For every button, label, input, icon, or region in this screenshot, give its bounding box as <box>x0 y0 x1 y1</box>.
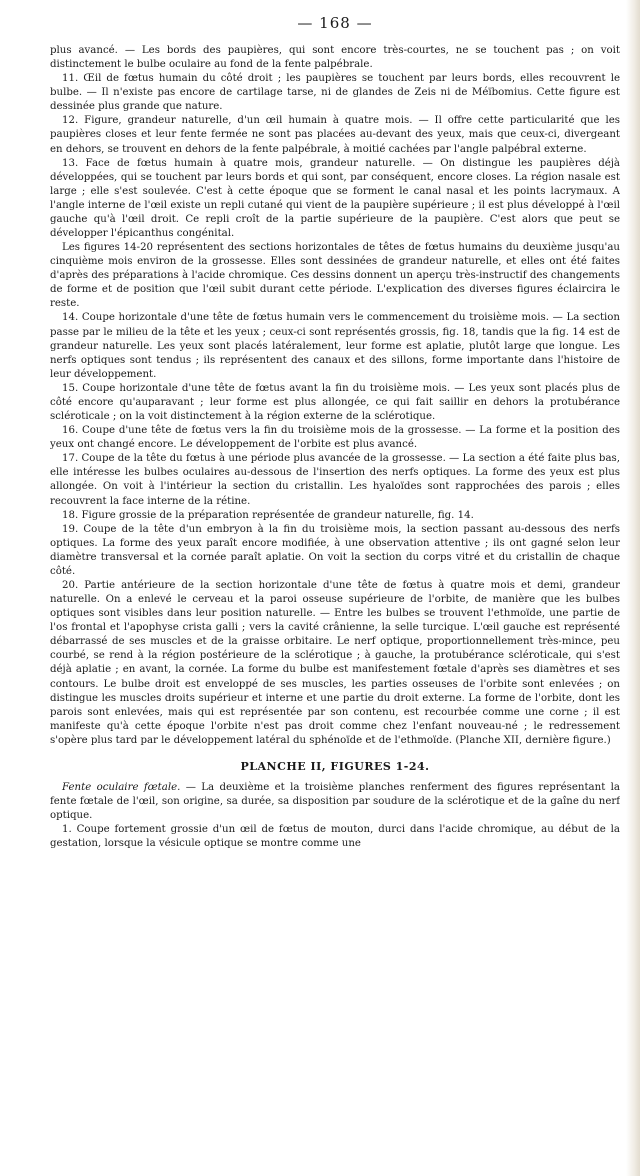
body-text-lower <box>50 781 620 851</box>
paragraph: Les figures 14-20 représentent des sections horizontales de têtes de fœtus humains du deuxième jusqu'au cinquième mois environ de la grossesse. Elles sont dessinées de grandeur naturelle, et elles ont été faites d'après des préparations à l'acide chromique. Ces dessins donnent un aperçu très-instructif des changements de forme et de position que l'œil subit durant cette période. L'explication des diverses figures éclaircira le reste. <box>50 242 620 310</box>
body-text <box>50 44 620 748</box>
paragraph: 15. Coupe horizontale d'une tête de fœtus avant la fin du troisième mois. — Les yeux sont placés plus de côté encore qu'auparavant ; leur forme est plus allongée, ce qui fait saillir en dehors la protubérance scléroticale ; on la voit distinctement à la région externe de la sclérotique. <box>50 382 620 423</box>
paragraph: 1. Coupe fortement grossie d'un œil de fœtus de mouton, durci dans l'acide chromique, au début de la gestation, lorsque la vésicule optique se montre comme une <box>50 824 620 850</box>
paragraph: 17. Coupe de la tête du fœtus à une période plus avancée de la grossesse. — La section a été faite plus bas, elle intéresse les bulbes oculaires au-dessous de l'insertion des nerfs optiques. La forme des yeux est plus allongée. On voit à l'intérieur la section du cristallin. Les hyaloïdes sont rapprochées des parois ; elles recouvrent la face interne de la rétine. <box>50 453 620 507</box>
paragraph: plus avancé. — Les bords des paupières, qui sont encore très-courtes, ne se touchent pas ; on voit distinctement le bulbe oculaire au fond de la fente palpébrale. <box>50 45 620 71</box>
section-intro-title: Fente oculaire fœtale. <box>62 781 181 793</box>
page-edge-shadow <box>626 0 640 1176</box>
paragraph: 12. Figure, grandeur naturelle, d'un œil humain à quatre mois. — Il offre cette particularité que les paupières closes et leur fente fermée ne sont pas placées au-devant des yeux, mais que ceux-ci, divergeant en dehors, se trouvent en dehors de la fente palpébrale, à moitié cachées par l'angle palpébral externe. <box>50 115 620 155</box>
paragraph: 18. Figure grossie de la préparation représentée de grandeur naturelle, fig. 14. <box>62 509 474 521</box>
paragraph: 20. Partie antérieure de la section horizontale d'une tête de fœtus à quatre mois et demi, grandeur naturelle. On a enlevé le cerveau et la paroi osseuse supérieure de l'orbite, de manière que les bulbes optiques sont visibles dans leur position naturelle. — Entre les bulbes se trouvent l'ethmoïde, une partie de l'os frontal et l'apophyse crista galli ; vers la cavité crânienne, la selle turcique. L'œil gauche est représenté débarrassé de ses muscles et de la graisse orbitaire. Le nerf optique, proportionnellement très-mince, peu courbé, se rend à la région postérieure de la sclérotique ; à gauche, la protubérance scléroticale, qui s'est déjà aplatie ; en avant, la cornée. La forme du bulbe est manifestement fœtale d'après ses diamètres et ses contours. Le bulbe droit est enveloppé de ses muscles, les parties osseuses de l'orbite sont enlevées ; on distingue les muscles droits supérieur et interne et une partie du droit externe. La forme de l'orbite, dont les parois sont enlevées, mais qui est représentée par son contenu, est recourbée comme une corne ; il est manifeste qu'à cette époque l'orbite n'est pas droit comme chez l'enfant nouveau-né ; le redressement s'opère plus tard par le développement latéral du sphénoïde et de l'ethmoïde. (Planche XII, dernière figure.) <box>50 579 620 746</box>
page-number: — 168 — <box>297 14 373 32</box>
section-intro-paragraph <box>50 781 620 823</box>
section-intro-text: — La deuxième et la troisième planches renferment des figures représentant la fente fœtale de l'œil, son origine, sa durée, sa disposition par soudure de la sclérotique et de la gaîne du nerf optique. <box>50 781 620 822</box>
page <box>50 14 620 1164</box>
paragraph: 14. Coupe horizontale d'une tête de fœtus humain vers le commencement du troisième mois. — La section passe par le milieu de la tête et les yeux ; ceux-ci sont représentés grossis, fig. 18, tandis que la fig. 14 est de grandeur naturelle. Les yeux sont placés latéralement, leur forme est aplatie, plutôt large que longue. Les nerfs optiques sont tendus ; ils représentent des canaux et des sillons, forme importante dans l'histoire de leur développement. <box>50 312 620 380</box>
plate-heading: PLANCHE II, FIGURES 1-24. <box>240 759 430 773</box>
paragraph: 11. Œil de fœtus humain du côté droit ; les paupières se touchent par leurs bords, elles recouvrent le bulbe. — Il n'existe pas encore de cartilage tarse, ni de glandes de Zeis ni de Méïbomius. Cette figure est dessinée plus grande que nature. <box>50 73 620 113</box>
paragraph: 13. Face de fœtus humain à quatre mois, grandeur naturelle. — On distingue les paupières déjà développées, qui se touchent par leurs bords et qui sont, par conséquent, encore closes. La région nasale est large ; elle s'est soulevée. C'est à cette époque que se forment le canal nasal et les points lacrymaux. A l'angle interne de l'œil existe un repli cutané qui vient de la paupière supérieure ; il est plus développé à l'œil gauche qu'à l'œil droit. Ce repli croît de la partie supérieure de la paupière. C'est alors que peut se développer l'épicanthus congénital. <box>50 157 620 240</box>
paragraph: 16. Coupe d'une tête de fœtus vers la fin du troisième mois de la grossesse. — La forme et la position des yeux ont changé encore. Le développement de l'orbite est plus avancé. <box>50 425 620 451</box>
paragraph: 19. Coupe de la tête d'un embryon à la fin du troisième mois, la section passant au-dessous des nerfs optiques. La forme des yeux paraît encore modifiée, à une observation attentive ; ils ont gagné selon leur diamètre transversal et la cornée paraît aplatie. On voit la section du corps vitré et du cristallin de chaque côté. <box>50 523 620 577</box>
